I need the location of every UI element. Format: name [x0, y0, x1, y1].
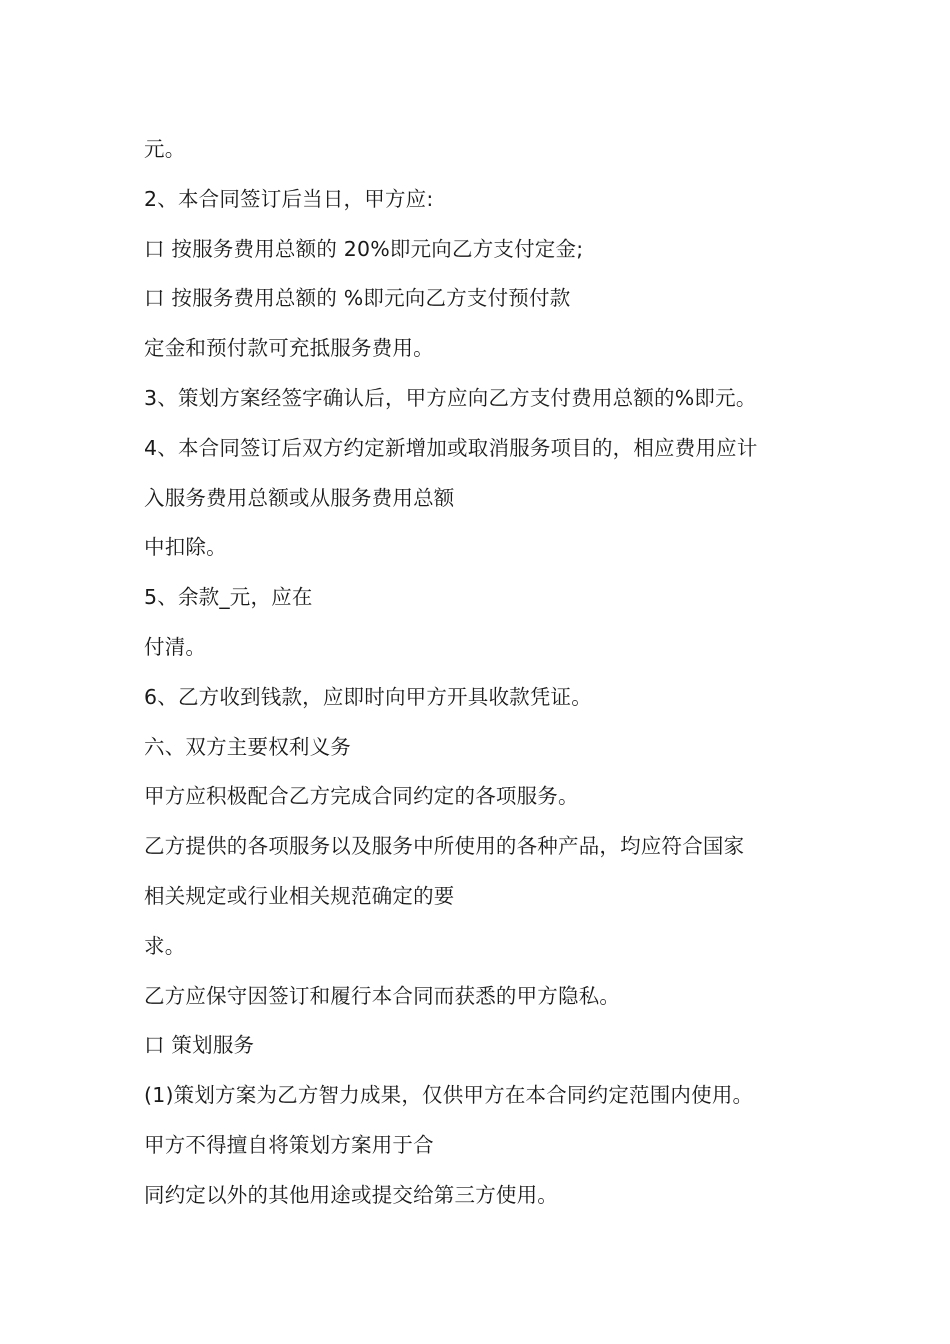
clause-5: 5、余款_元，应在	[144, 585, 313, 610]
text-line: 相关规定或行业相关规范确定的要	[144, 883, 455, 908]
text-line: 中扣除。	[144, 535, 227, 560]
option-prepayment: 口 按服务费用总额的 %即元向乙方支付预付款	[144, 286, 571, 311]
text-line: 求。	[144, 933, 186, 958]
text-line: 乙方提供的各项服务以及服务中所使用的各种产品，均应符合国家	[144, 834, 745, 859]
document-body	[144, 130, 824, 1226]
text-line: 元。	[144, 137, 186, 161]
text-line: 甲方不得擅自将策划方案用于合	[144, 1132, 434, 1157]
text-line: 入服务费用总额或从服务费用总额	[144, 485, 455, 510]
section-heading: 六、双方主要权利义务	[144, 734, 351, 759]
text-line: 付清。	[144, 634, 207, 659]
clause-6: 6、乙方收到钱款，应即时向甲方开具收款凭证。	[144, 684, 592, 709]
text-line: (1)策划方案为乙方智力成果，仅供甲方在本合同约定范围内使用。	[144, 1083, 754, 1108]
text-line: 同约定以外的其他用途或提交给第三方使用。	[144, 1182, 558, 1207]
text-line: 甲方应积极配合乙方完成合同约定的各项服务。	[144, 784, 579, 809]
text-line: 乙方应保守因签订和履行本合同而获悉的甲方隐私。	[144, 983, 621, 1008]
clause-2-heading: 2、本合同签订后当日，甲方应:	[144, 186, 434, 211]
clause-4: 4、本合同签订后双方约定新增加或取消服务项目的，相应费用应计	[144, 435, 758, 460]
text-line: 定金和预付款可充抵服务费用。	[144, 336, 434, 361]
option-planning-service: 口 策划服务	[144, 1033, 255, 1058]
clause-3: 3、策划方案经签字确认后，甲方应向乙方支付费用总额的%即元。	[144, 385, 757, 410]
option-deposit: 口 按服务费用总额的 20%即元向乙方支付定金;	[144, 236, 584, 261]
